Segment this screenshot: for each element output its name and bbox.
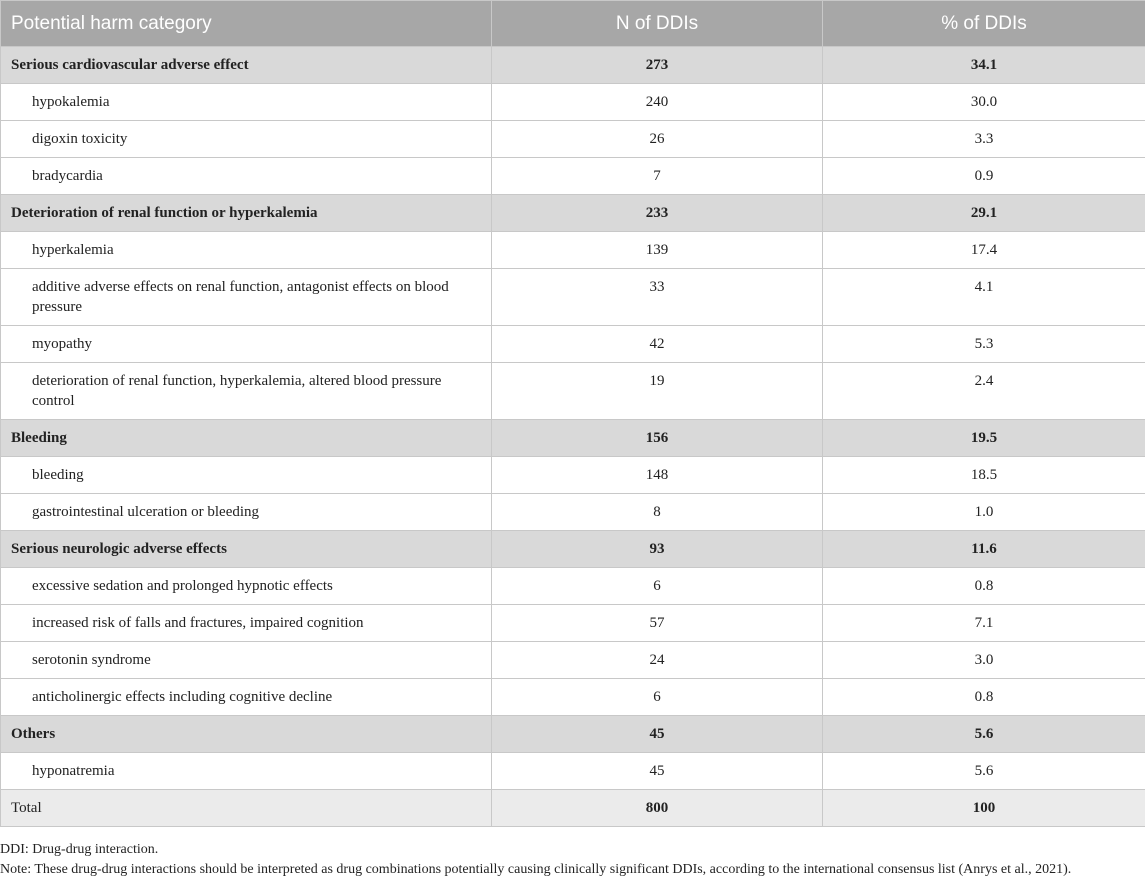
n-ddis-cell: 19 xyxy=(492,363,823,420)
n-ddis-cell: 7 xyxy=(492,158,823,195)
harm-category-cell: Deterioration of renal function or hyperkalemia xyxy=(1,195,492,232)
pct-ddis-cell: 5.6 xyxy=(823,753,1145,790)
harm-category-cell: Others xyxy=(1,716,492,753)
n-ddis-cell: 233 xyxy=(492,195,823,232)
table-header xyxy=(1,1,1145,47)
table-row xyxy=(1,568,1145,605)
pct-ddis-cell: 2.4 xyxy=(823,363,1145,420)
pct-ddis-cell: 0.8 xyxy=(823,568,1145,605)
n-ddis-cell: 800 xyxy=(492,790,823,827)
category-row xyxy=(1,47,1145,84)
harm-category-cell: gastrointestinal ulceration or bleeding xyxy=(1,494,492,531)
table-row xyxy=(1,363,1145,420)
category-row xyxy=(1,531,1145,568)
harm-category-cell: Serious cardiovascular adverse effect xyxy=(1,47,492,84)
n-ddis-cell: 45 xyxy=(492,753,823,790)
harm-category-cell: Bleeding xyxy=(1,420,492,457)
pct-ddis-cell: 100 xyxy=(823,790,1145,827)
pct-ddis-cell: 5.6 xyxy=(823,716,1145,753)
pct-ddis-cell: 0.9 xyxy=(823,158,1145,195)
table-row xyxy=(1,605,1145,642)
footnote-note: Note: These drug-drug interactions should be interpreted as drug combinations potentially causing clinically significant DDIs, according to the international consensus list (Anrys et al., 2021). xyxy=(0,862,1072,877)
pct-ddis-cell: 4.1 xyxy=(823,269,1145,326)
pct-ddis-cell: 5.3 xyxy=(823,326,1145,363)
harm-category-cell: bradycardia xyxy=(1,158,492,195)
n-ddis-cell: 57 xyxy=(492,605,823,642)
harm-category-cell: hypokalemia xyxy=(1,84,492,121)
table-row xyxy=(1,84,1145,121)
header-row xyxy=(1,1,1145,47)
category-row xyxy=(1,195,1145,232)
n-ddis-cell: 148 xyxy=(492,457,823,494)
harm-category-cell: deterioration of renal function, hyperkalemia, altered blood pressure control xyxy=(1,363,492,420)
table-row xyxy=(1,457,1145,494)
n-ddis-cell: 6 xyxy=(492,568,823,605)
table-row xyxy=(1,753,1145,790)
n-ddis-cell: 24 xyxy=(492,642,823,679)
n-ddis-cell: 26 xyxy=(492,121,823,158)
table-row xyxy=(1,232,1145,269)
pct-ddis-cell: 34.1 xyxy=(823,47,1145,84)
n-ddis-cell: 139 xyxy=(492,232,823,269)
table-footnotes xyxy=(0,840,1145,880)
column-header-pct: % of DDIs xyxy=(823,1,1145,47)
harm-category-cell: increased risk of falls and fractures, impaired cognition xyxy=(1,605,492,642)
pct-ddis-cell: 7.1 xyxy=(823,605,1145,642)
pct-ddis-cell: 30.0 xyxy=(823,84,1145,121)
n-ddis-cell: 8 xyxy=(492,494,823,531)
category-row xyxy=(1,716,1145,753)
harm-category-cell: myopathy xyxy=(1,326,492,363)
n-ddis-cell: 33 xyxy=(492,269,823,326)
table-row xyxy=(1,494,1145,531)
table-row xyxy=(1,269,1145,326)
column-header-category: Potential harm category xyxy=(1,1,492,47)
n-ddis-cell: 42 xyxy=(492,326,823,363)
column-header-n: N of DDIs xyxy=(492,1,823,47)
harm-category-cell: serotonin syndrome xyxy=(1,642,492,679)
n-ddis-cell: 93 xyxy=(492,531,823,568)
pct-ddis-cell: 29.1 xyxy=(823,195,1145,232)
harm-category-cell: additive adverse effects on renal function, antagonist effects on blood pressure xyxy=(1,269,492,326)
table-row xyxy=(1,642,1145,679)
table-row xyxy=(1,326,1145,363)
pct-ddis-cell: 17.4 xyxy=(823,232,1145,269)
pct-ddis-cell: 19.5 xyxy=(823,420,1145,457)
pct-ddis-cell: 18.5 xyxy=(823,457,1145,494)
harm-category-cell: anticholinergic effects including cognitive decline xyxy=(1,679,492,716)
n-ddis-cell: 156 xyxy=(492,420,823,457)
harm-category-cell: hyponatremia xyxy=(1,753,492,790)
n-ddis-cell: 273 xyxy=(492,47,823,84)
harm-category-cell: Total xyxy=(1,790,492,827)
harm-category-cell: excessive sedation and prolonged hypnotic effects xyxy=(1,568,492,605)
n-ddis-cell: 240 xyxy=(492,84,823,121)
harm-category-cell: Serious neurologic adverse effects xyxy=(1,531,492,568)
pct-ddis-cell: 1.0 xyxy=(823,494,1145,531)
total-row xyxy=(1,790,1145,827)
harm-category-cell: digoxin toxicity xyxy=(1,121,492,158)
table-row xyxy=(1,679,1145,716)
footnote-abbreviation: DDI: Drug-drug interaction. xyxy=(0,842,159,857)
harm-category-cell: bleeding xyxy=(1,457,492,494)
table-row xyxy=(1,121,1145,158)
n-ddis-cell: 45 xyxy=(492,716,823,753)
category-row xyxy=(1,420,1145,457)
table-body xyxy=(1,47,1145,827)
pct-ddis-cell: 0.8 xyxy=(823,679,1145,716)
pct-ddis-cell: 3.3 xyxy=(823,121,1145,158)
table-row xyxy=(1,158,1145,195)
n-ddis-cell: 6 xyxy=(492,679,823,716)
pct-ddis-cell: 11.6 xyxy=(823,531,1145,568)
pct-ddis-cell: 3.0 xyxy=(823,642,1145,679)
harm-category-cell: hyperkalemia xyxy=(1,232,492,269)
